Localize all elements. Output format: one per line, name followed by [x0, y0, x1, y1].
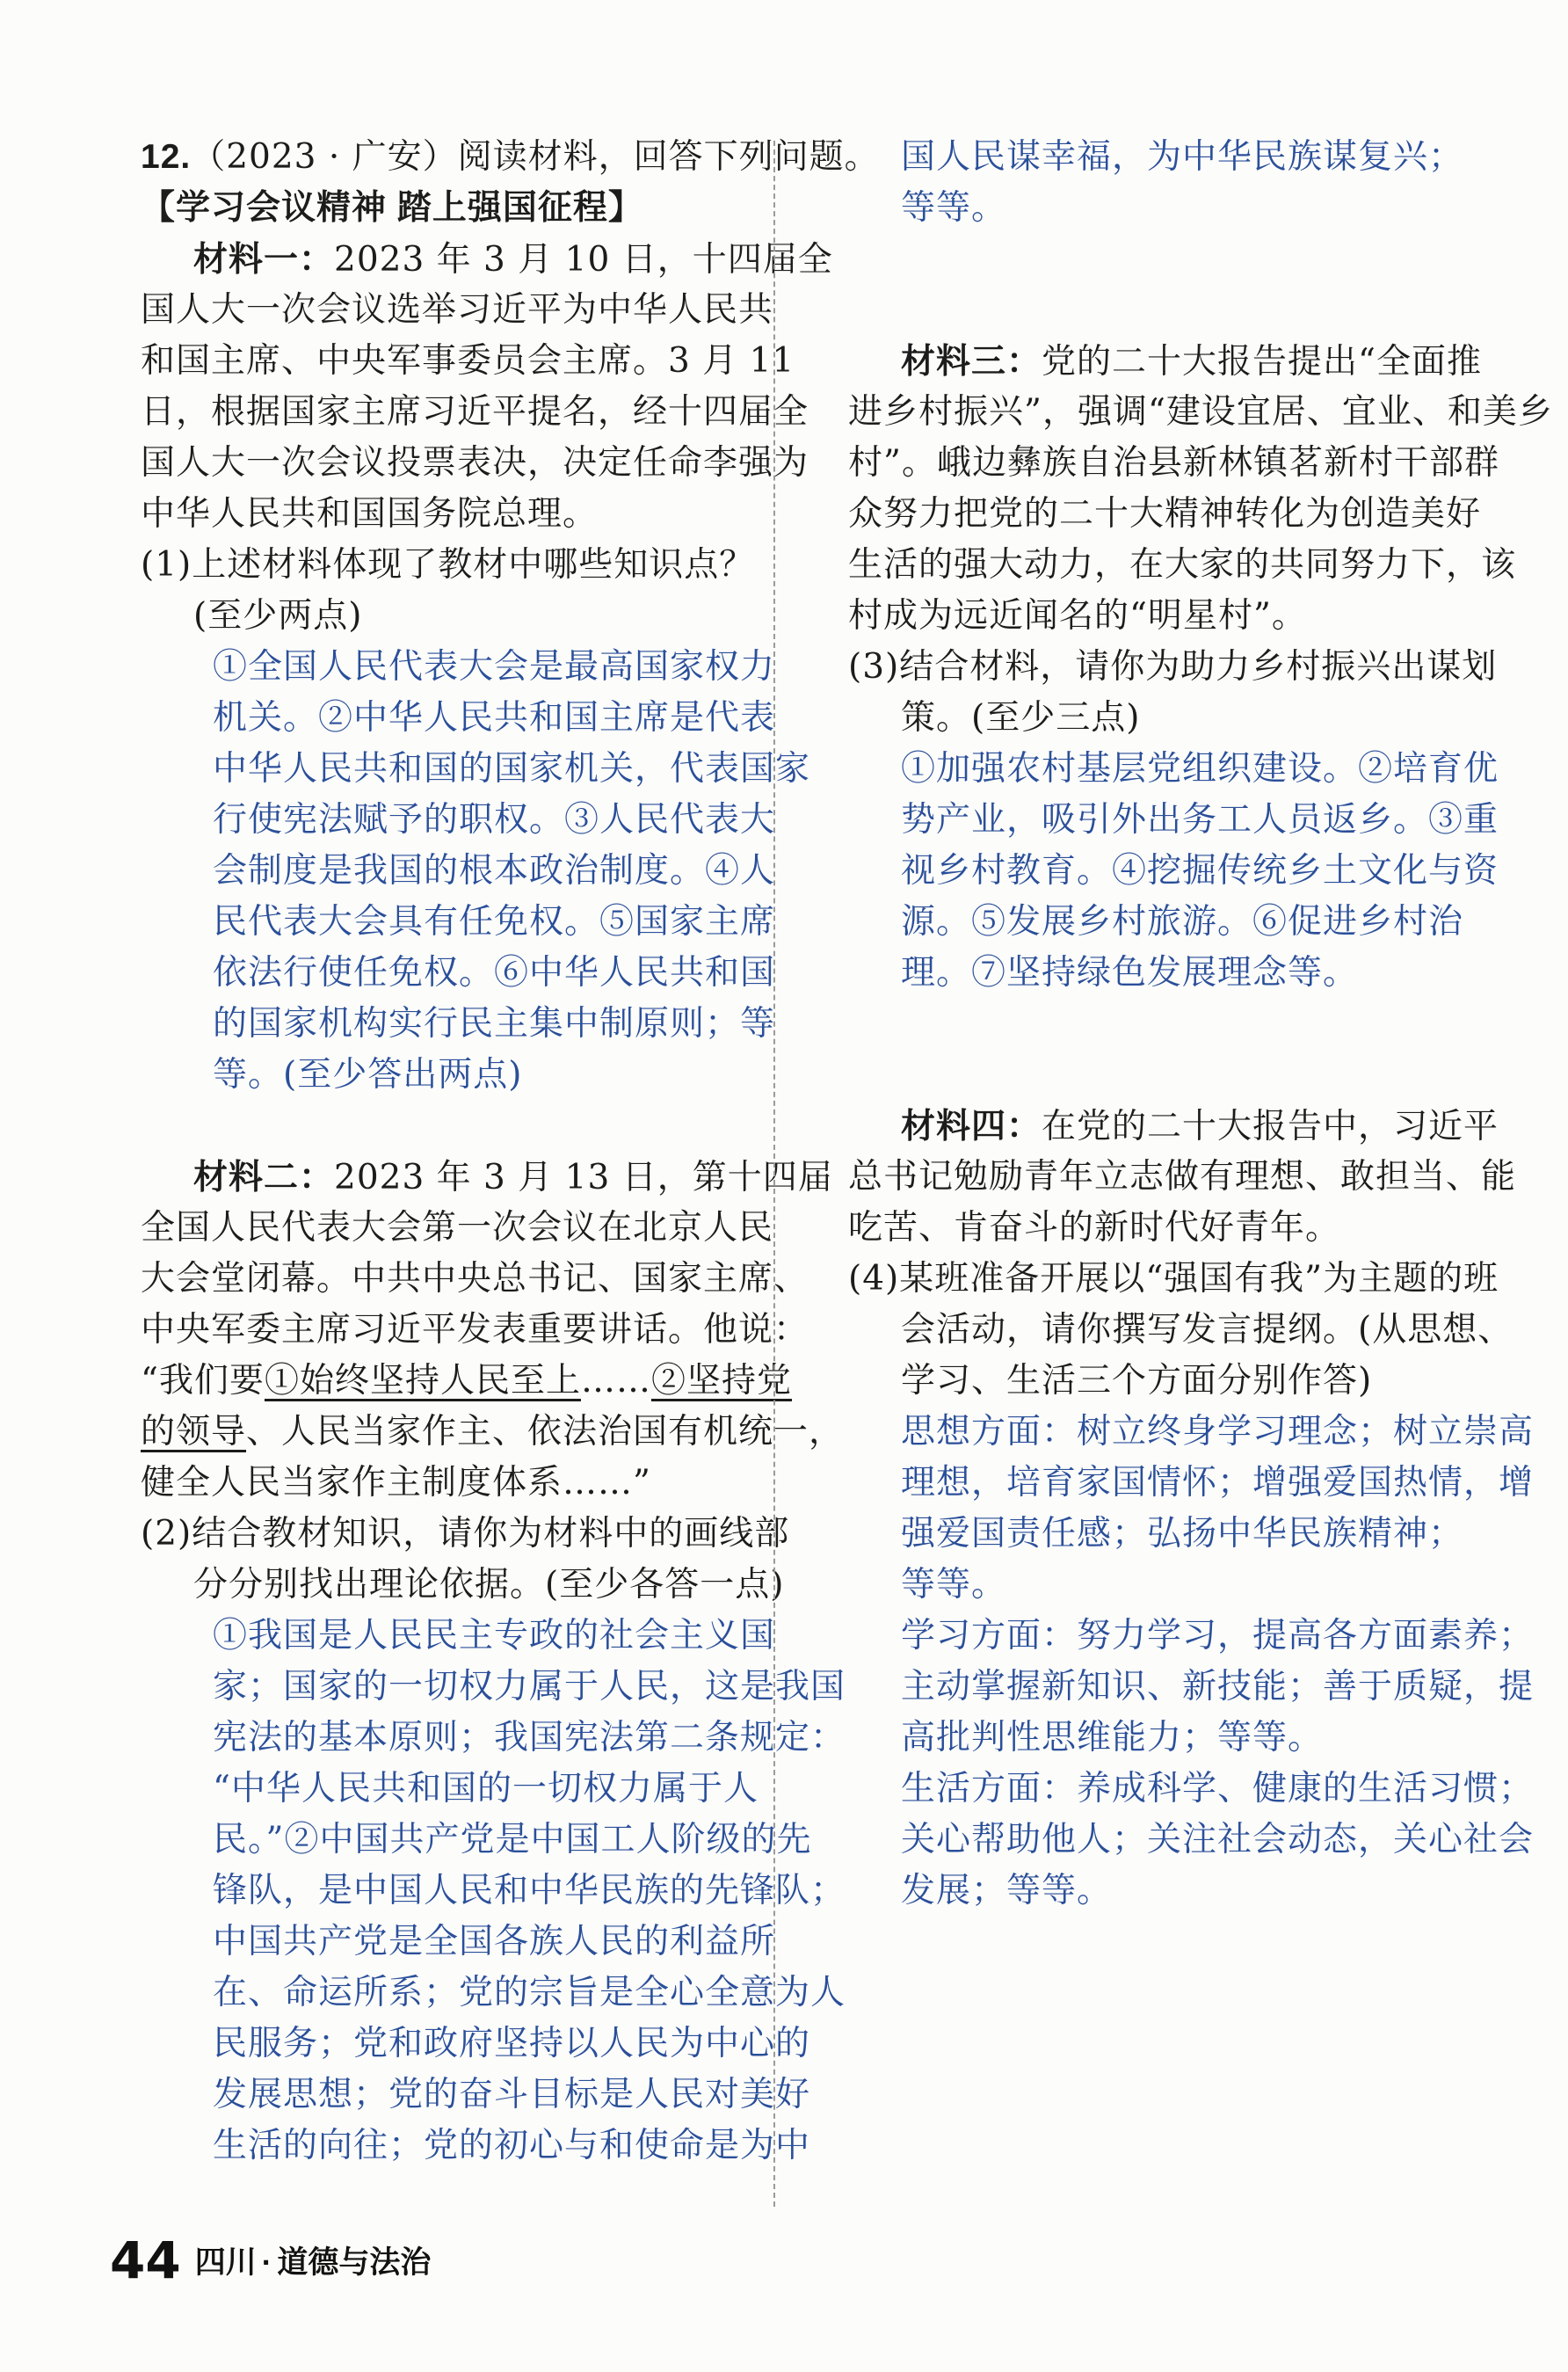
answer-line: 会制度是我国的根本政治制度。④人 [213, 851, 776, 891]
q4-prompt: 学习、生活三个方面分别作答) [901, 1361, 1373, 1401]
answer-line: 关心帮助他人；关注社会动态，关心社会 [901, 1820, 1535, 1859]
answer-line: 视乡村教育。④挖掘传统乡土文化与资 [901, 851, 1499, 891]
section-tag: 【学习会议精神 踏上强国征程】 [141, 189, 643, 227]
page-footer [110, 2207, 432, 2290]
q2-answer [141, 1611, 846, 2172]
q3-answer [848, 744, 1499, 999]
material1-line: 材料一：2023 年 3 月 10 日，十四届全 [193, 239, 833, 280]
q3-prompt: 策。(至少三点) [901, 698, 1141, 738]
material4-line: 总书记勉励青年立志做有理想、敢担当、能 [848, 1157, 1517, 1197]
material1-line: 国人大一次会议选举习近平为中华人民共 [141, 290, 774, 330]
page-number: 44 [110, 2230, 181, 2290]
material1-line: 中华人民共和国国务院总理。 [141, 494, 599, 534]
book-title: 四川 · 道德与法治 [194, 2245, 432, 2280]
answer-line: “中华人民共和国的一切权力属于人 [213, 1769, 759, 1808]
answer-line: 宪法的基本原则；我国宪法第二条规定： [213, 1718, 846, 1757]
underlined-phrase-2-cont: 的领导 [141, 1412, 247, 1452]
answer-line: 主动掌握新知识、新技能；善于质疑，提 [901, 1667, 1535, 1706]
material3-line: 材料三：党的二十大报告提出“全面推 [901, 341, 1482, 382]
answer-line: ①我国是人民民主专政的社会主义国 [213, 1616, 776, 1655]
question-number: 12. [141, 138, 192, 176]
q3-prompt: (3)结合材料，请你为助力乡村振兴出谋划 [848, 647, 1498, 687]
answer-line: 发展思想；党的奋斗目标是人民对美好 [213, 2075, 811, 2114]
subject-label: 道德与法治 [277, 2245, 432, 2280]
answer-line: 高批判性思维能力；等等。 [901, 1718, 1324, 1757]
material2-quote-line: 健全人民当家作主制度体系……” [141, 1463, 651, 1503]
answer-line: 生活的向往；党的初心与和使命是为中 [213, 2126, 811, 2165]
answer-line: 理想，培育家国情怀；增强爱国热情，增 [901, 1463, 1535, 1503]
answer-line: 家；国家的一切权力属于人民，这是我国 [213, 1667, 846, 1706]
material1-line: 国人大一次会议投票表决，决定任命李强为 [141, 443, 809, 483]
region-label: 四川 [194, 2245, 257, 2280]
material1-line: 日，根据国家主席习近平提名，经十四届全 [141, 392, 809, 432]
underlined-phrase-1: ①始终坚持人民至上 [264, 1361, 581, 1401]
answer-line: 势产业，吸引外出务工人员返乡。③重 [901, 800, 1499, 840]
q1-prompt: (至少两点) [193, 596, 363, 636]
q1-answer [141, 642, 811, 1101]
q1-prompt: (1)上述材料体现了教材中哪些知识点？ [141, 545, 755, 585]
material2-label: 材料二： [193, 1157, 335, 1197]
material2-quote-line: 的领导、人民当家作主、依法治国有机统一， [141, 1412, 845, 1452]
answer-line: 国人民谋幸福，为中华民族谋复兴； [901, 137, 1464, 177]
q4-prompt: (4)某班准备开展以“强国有我”为主题的班 [848, 1259, 1499, 1299]
material1-label: 材料一： [193, 239, 335, 280]
answer-line: 民代表大会具有任免权。⑤国家主席 [213, 902, 776, 942]
right-column [848, 132, 1553, 1917]
answer-line: 生活方面：养成科学、健康的生活习惯； [901, 1769, 1535, 1808]
material3-line: 生活的强大动力，在大家的共同努力下，该 [848, 545, 1517, 585]
column-divider [773, 141, 775, 2207]
q2-prompt: 分分别找出理论依据。(至少各答一点) [193, 1565, 785, 1604]
answer-line: 民。”②中国共产党是中国工人阶级的先 [213, 1820, 812, 1859]
q2-prompt: (2)结合教材知识，请你为材料中的画线部 [141, 1514, 790, 1553]
material3-label: 材料三： [901, 341, 1042, 382]
answer-line: 等等。 [901, 1565, 1007, 1604]
q4-prompt: 会活动，请你撰写发言提纲。(从思想、 [901, 1310, 1514, 1350]
material4-line: 吃苦、肯奋斗的新时代好青年。 [848, 1208, 1341, 1248]
material4-label: 材料四： [901, 1106, 1042, 1146]
material3-line: 村”。峨边彝族自治县新林镇茗新村干部群 [848, 443, 1499, 483]
underlined-phrase-2: ②坚持党 [650, 1361, 792, 1401]
answer-line: 行使宪法赋予的职权。③人民代表大 [213, 800, 776, 840]
answer-line: 的国家机构实行民主集中制原则；等 [213, 1004, 776, 1044]
answer-line: 依法行使任免权。⑥中华人民共和国 [213, 953, 776, 993]
answer-line: 中华人民共和国的国家机关，代表国家 [213, 749, 811, 789]
material4-line: 材料四：在党的二十大报告中，习近平 [901, 1106, 1499, 1146]
answer-line: 思想方面：树立终身学习理念；树立崇高 [901, 1412, 1535, 1452]
answer-line: 强爱国责任感；弘扬中华民族精神； [901, 1514, 1464, 1553]
material1-line: 和国主席、中央军事委员会主席。3 月 11 [141, 341, 795, 381]
question-header [141, 132, 880, 183]
material2-quote-line: “我们要①始终坚持人民至上……②坚持党 [141, 1361, 792, 1401]
answer-line: 民服务；党和政府坚持以人民为中心的 [213, 2024, 811, 2063]
answer-line: 学习方面：努力学习，提高各方面素养； [901, 1616, 1535, 1655]
answer-line: 等。(至少答出两点) [213, 1055, 523, 1095]
answer-line: 发展；等等。 [901, 1871, 1113, 1910]
answer-line: 机关。②中华人民共和国主席是代表 [213, 698, 776, 738]
answer-line: 理。⑦坚持绿色发展理念等。 [901, 953, 1359, 993]
q4-answer [848, 1407, 1535, 1917]
answer-line: 中国共产党是全国各族人民的利益所 [213, 1922, 776, 1961]
material2-line: 全国人民代表大会第一次会议在北京人民 [141, 1208, 774, 1248]
material2-line: 中央军委主席习近平发表重要讲话。他说： [141, 1310, 809, 1350]
answer-line: 锋队，是中国人民和中华民族的先锋队； [213, 1871, 846, 1910]
question-intro: （2023 · 广安）阅读材料，回答下列问题。 [191, 137, 880, 177]
answer-line: ①加强农村基层党组织建设。②培育优 [901, 749, 1499, 789]
material2-line: 材料二：2023 年 3 月 13 日，第十四届 [193, 1157, 833, 1197]
material3-line: 村成为远近闻名的“明星村”。 [848, 596, 1307, 636]
material2-line: 大会堂闭幕。中共中央总书记、国家主席、 [141, 1259, 809, 1299]
left-column [141, 132, 880, 2172]
material3-line: 进乡村振兴”，强调“建设宜居、宜业、和美乡 [848, 392, 1553, 432]
answer-line: 等等。 [901, 188, 1007, 228]
answer-line: 源。⑤发展乡村旅游。⑥促进乡村治 [901, 902, 1464, 942]
answer-line: 在、命运所系；党的宗旨是全心全意为人 [213, 1973, 846, 2012]
material3-line: 众努力把党的二十大精神转化为创造美好 [848, 494, 1482, 534]
answer-line: ①全国人民代表大会是最高国家权力 [213, 647, 776, 687]
